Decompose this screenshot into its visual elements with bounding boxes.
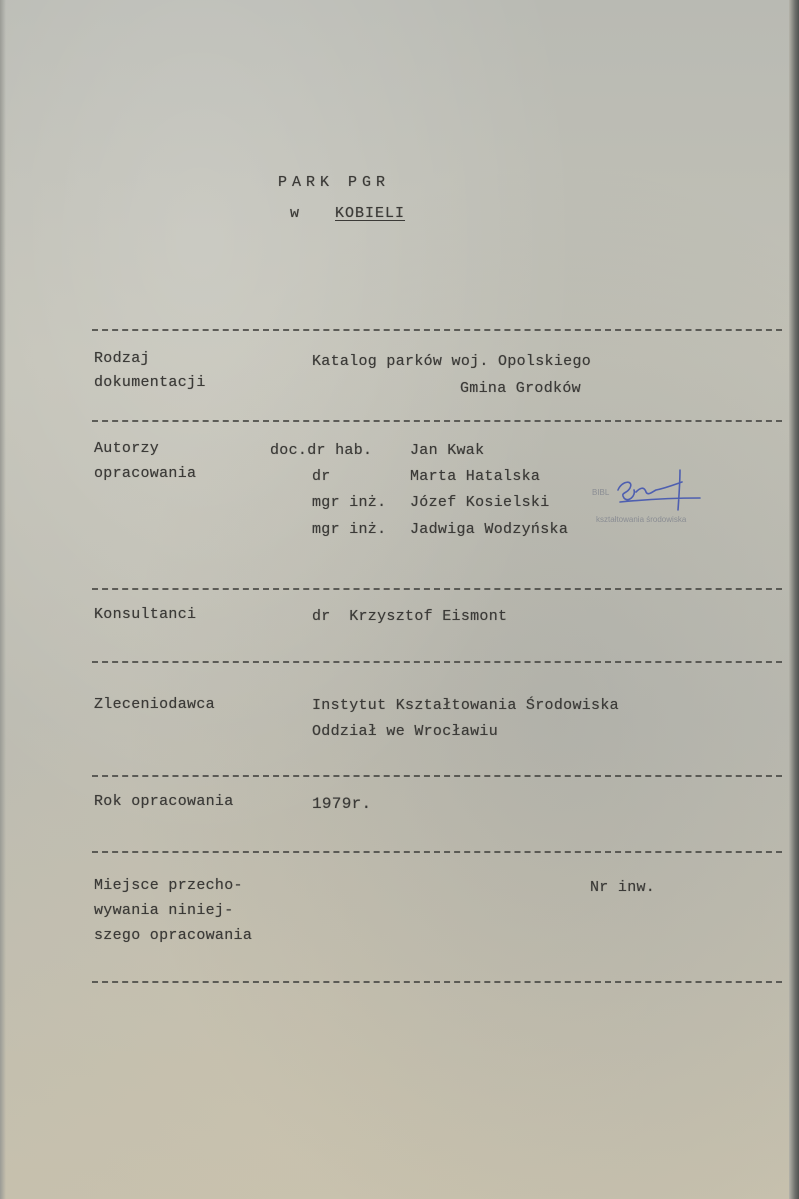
dashed-divider — [92, 588, 782, 590]
dashed-divider — [92, 775, 782, 777]
client-label: Zleceniodawca — [94, 696, 215, 713]
year-value: 1979r. — [312, 795, 372, 813]
dashed-divider — [92, 981, 782, 983]
doc-type-value-line1: Katalog parków woj. Opolskiego — [312, 353, 592, 370]
author-title: mgr inż. — [312, 494, 387, 511]
storage-label-line1: Miejsce przecho- — [94, 877, 243, 894]
doc-type-value-line2: Gmina Grodków — [460, 380, 581, 397]
dashed-divider — [92, 661, 782, 663]
stamp-mark: kształtowania środowiska — [596, 515, 687, 524]
doc-type-label-line2: dokumentacji — [94, 374, 206, 391]
page-right-edge — [789, 0, 799, 1199]
doc-type-label-line1: Rodzaj — [94, 350, 150, 367]
dashed-divider — [92, 420, 782, 422]
signature-icon — [600, 462, 710, 522]
place-prefix: w — [290, 205, 300, 222]
author-title: doc.dr hab. — [270, 442, 373, 459]
page-left-edge — [0, 0, 6, 1199]
authors-label-line2: opracowania — [94, 465, 197, 482]
dashed-divider — [92, 329, 782, 331]
author-title: mgr inż. — [312, 521, 387, 538]
client-value-line2: Oddział we Wrocławiu — [312, 723, 499, 740]
storage-label-line3: szego opracowania — [94, 927, 253, 944]
place-name: KOBIELI — [335, 205, 406, 222]
author-name: Jadwiga Wodzyńska — [410, 521, 569, 538]
consultants-value: dr Krzysztof Eismont — [312, 608, 508, 625]
dashed-divider — [92, 851, 782, 853]
storage-label-line2: wywania niniej- — [94, 902, 234, 919]
inventory-number-label: Nr inw. — [590, 879, 656, 896]
authors-label-line1: Autorzy — [94, 440, 160, 457]
author-name: Marta Hatalska — [410, 468, 541, 485]
author-name: Józef Kosielski — [410, 494, 550, 511]
consultants-label: Konsultanci — [94, 606, 197, 623]
author-name: Jan Kwak — [410, 442, 485, 459]
year-label: Rok opracowania — [94, 793, 234, 810]
stamp-mark: BIBL — [592, 488, 610, 497]
client-value-line1: Instytut Kształtowania Środowiska — [312, 697, 619, 714]
document-title: PARK PGR — [278, 174, 391, 191]
author-title: dr — [312, 468, 331, 485]
